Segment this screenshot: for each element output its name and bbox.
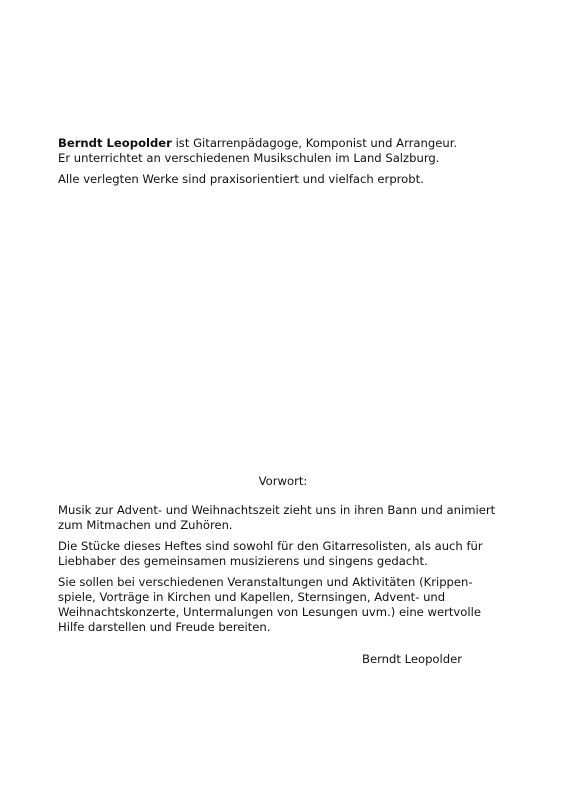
foreword-paragraph-3-line-3: Weihnachtskonzerte, Untermalungen von Lesungen uvm.) eine wertvolle: [58, 605, 481, 619]
foreword-paragraph-2-line-1: Die Stücke dieses Heftes sind sowohl für den Gitarresolisten, als auch für: [58, 539, 483, 553]
author-bio-line1: ist Gitarrenpädagoge, Komponist und Arrangeur.: [171, 136, 458, 150]
foreword-paragraph-3-line-2: spiele, Vorträge in Kirchen und Kapellen, Sternsingen, Advent- und: [58, 590, 446, 604]
author-bio-text: [58, 136, 508, 166]
foreword-heading: Vorwort:: [258, 474, 308, 488]
signature: Berndt Leopolder: [362, 652, 463, 666]
foreword-paragraph: [58, 539, 508, 569]
author-bio-line2: Er unterrichtet an verschiedenen Musikschulen im Land Salzburg.: [58, 151, 440, 165]
foreword-paragraph-3-line-1: Sie sollen bei verschiedenen Veranstaltungen und Aktivitäten (Krippen-: [58, 575, 473, 589]
works-statement: Alle verlegten Werke sind praxisorientiert und vielfach erprobt.: [58, 172, 424, 186]
foreword-paragraph-2-line-2: Liebhaber des gemeinsamen musizierens und singens gedacht.: [58, 554, 428, 568]
foreword-paragraph-3-line-4: Hilfe darstellen und Freude bereiten.: [58, 620, 271, 634]
foreword-paragraph: [58, 503, 508, 533]
foreword-paragraph: [58, 575, 508, 635]
author-name: Berndt Leopolder: [58, 136, 172, 150]
foreword-paragraph-1-line-2: zum Mitmachen und Zuhören.: [58, 518, 233, 532]
works-statement-block: [58, 172, 508, 187]
author-bio: [58, 136, 508, 166]
foreword-paragraph-1-line-1: Musik zur Advent- und Weihnachtszeit zieht uns in ihren Bann und animiert: [58, 503, 496, 517]
foreword-body: [58, 503, 508, 635]
